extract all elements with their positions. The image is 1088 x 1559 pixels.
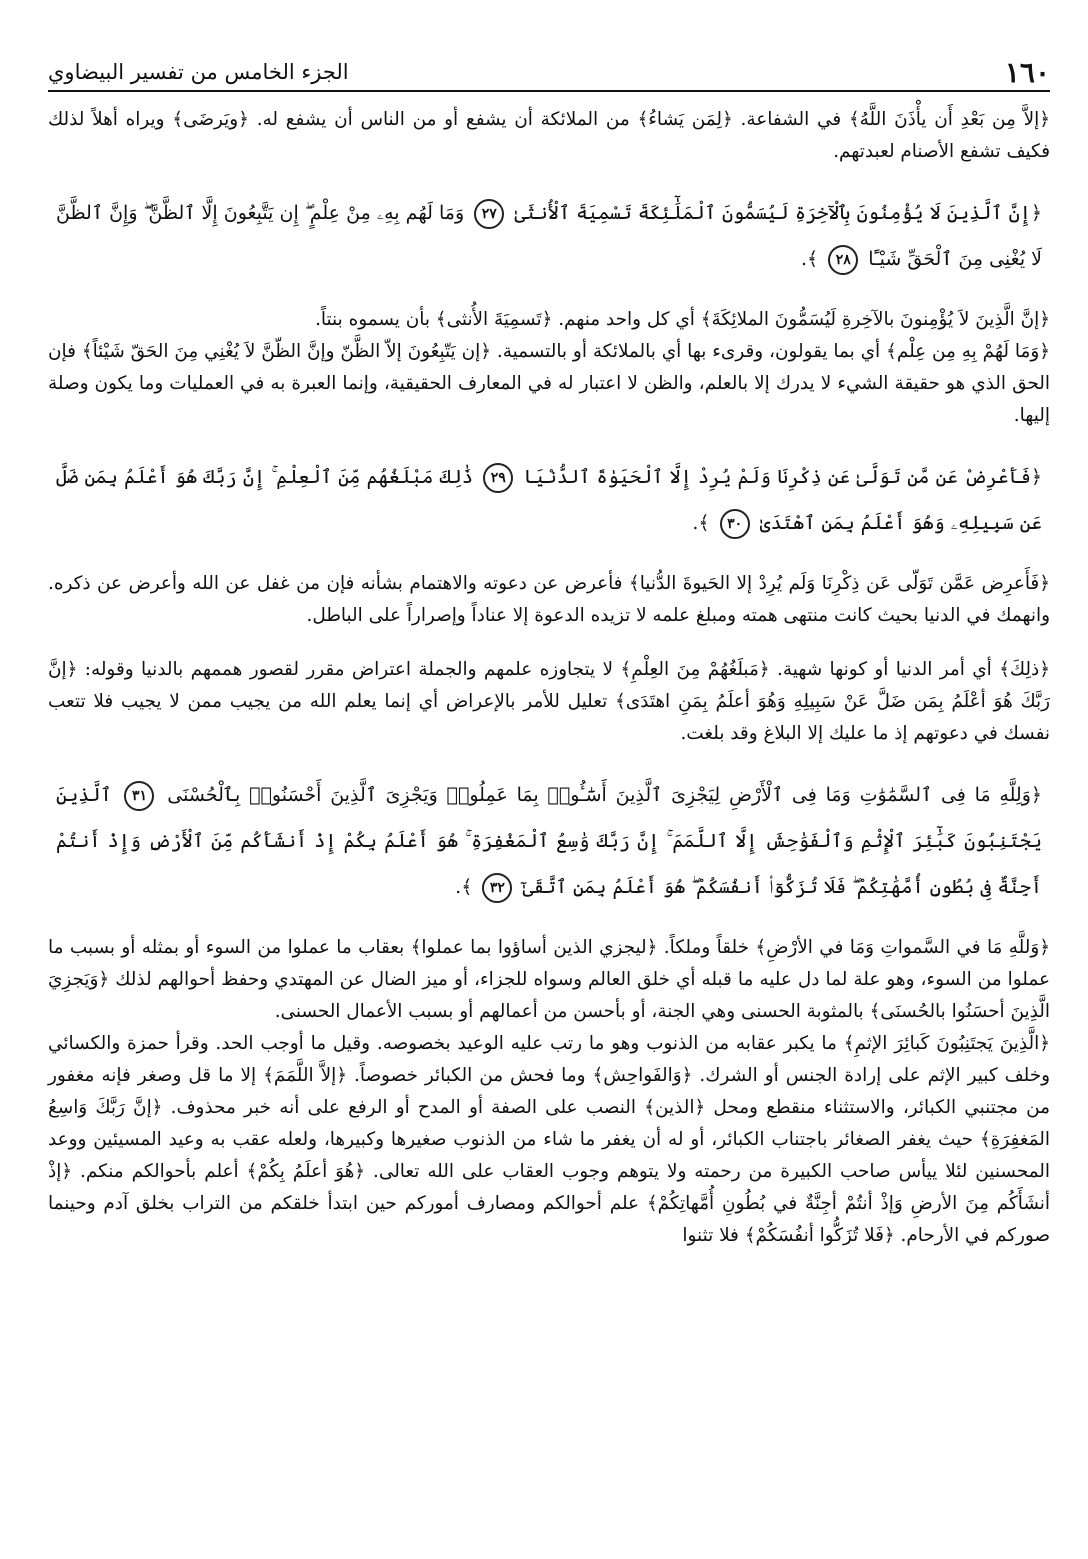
commentary-paragraph: ﴿إلاَّ مِن بَعْدِ أَن يأْذَنَ اللَّهُ﴾ في الشفاعة. ﴿لِمَن يَشاءُ﴾ من الملائكة أن يشفع أو من الناس أن يشفع له. ﴿ويَرضَى﴾ ويراه أهلاً لذلك فكيف تشفع الأصنام لعبدتهم. xyxy=(48,109,1050,162)
verse-number-badge: ٢٧ xyxy=(474,199,504,229)
page-number: ١٦٠ xyxy=(1004,56,1050,89)
verse-end-bracket: ﴾. xyxy=(692,512,710,534)
verse-text: ٱلَّذِينَ يَجْتَنِبُونَ كَبَٰٓئِرَ ٱلْإِثْمِ وَٱلْفَوَٰحِشَ إِلَّا ٱللَّمَمَ ۚ إِنَّ رَبَّكَ وَٰسِعُ ٱلْمَغْفِرَةِ ۚ هُوَ أَعْلَمُ بِكُمْ إِذْ أَنشَأَكُم مِّنَ ٱلْأَرْضِ وَإِذْ أَنتُمْ أَجِنَّةٌ فِى بُطُونِ أُمَّهَٰتِكُمْ ۖ فَلَا تُزَكُّوٓا۟ أَنفُسَكُمْ ۖ هُوَ أَعْلَمُ بِمَنِ ٱتَّقَىٰٓ xyxy=(56,784,1042,898)
verse-number-badge: ٣٠ xyxy=(720,509,750,539)
verse-number-badge: ٣٢ xyxy=(482,873,512,903)
page-header xyxy=(48,50,1050,92)
verse-end-bracket: ﴾. xyxy=(801,248,819,270)
verse-text: وَمَا لَهُم بِهِۦ مِنْ عِلْمٍ ۖ إِن يَتَّبِعُونَ إِلَّا ٱلظَّنَّ ۖ وَإِنَّ ٱلظَّنَّ لَا يُغْنِى مِنَ ٱلْحَقِّ شَيْـًٔا xyxy=(56,202,1042,270)
verse-text: ذَٰلِكَ مَبْلَغُهُم مِّنَ ٱلْعِلْمِ ۚ إِنَّ رَبَّكَ هُوَ أَعْلَمُ بِمَن ضَلَّ عَن سَبِيلِهِۦ وَهُوَ أَعْلَمُ بِمَنِ ٱهْتَدَىٰ xyxy=(56,466,1042,534)
commentary-paragraph: ﴿وَمَا لَهُمْ بِهِ مِن عِلْم﴾ أي بما يقولون، وقرىء بها أي بالملائكة أو بالتسمية. ﴿إن يَتّبِعُونَ إلاّ الظَّنّ وإنَّ الظّنَّ لاَ يُغْنِي مِنَ الحَقّ شَيْئاً﴾ فإن الحق الذي هو حقيقة الشيء لا يدرك إلا بالعلم، والظن لا اعتبار له في المعارف الحقيقية، وإنما العبرة به في العمليات وما يكون وصلة إليها. xyxy=(48,341,1050,426)
commentary-paragraph: ﴿وَللَّهِ مَا في السَّمواتِ وَمَا في الأرْضِ﴾ خلقاً وملكاً. ﴿ليجزي الذين أساؤوا بما عملوا﴾ بعقاب ما عملوا من السوء أو بمثله أو بسبب ما عملوا من السوء، وهو علة لما دل عليه ما قبله أي خلق العالم وسواه للجزاء، أو ميز الضال عن المهتدي وحفظ أحوالهم لذلك ﴿وَيَجزِيَ الَّذِينَ أحسَنُوا بالحُسنَى﴾ بالمثوبة الحسنى وهي الجنة، أو بأحسن من أعمالهم أو بسبب الأعمال الحسنى. xyxy=(48,937,1050,1022)
commentary-paragraph: ﴿ذلِكَ﴾ أي أمر الدنيا أو كونها شهية. ﴿مَبلَغُهُمْ مِنَ العِلْمِ﴾ لا يتجاوزه علمهم والجملة اعتراض مقرر لقصور هممهم بالدنيا وقوله: ﴿إنَّ رَبَّكَ هُوَ أعْلَمُ بِمَن ضَلَّ عَنْ سَبِيلِهِ وَهُوَ أعلَمُ بِمَنِ اهتَدَى﴾ تعليل للأمر بالإعراض أي إنما يعلم الله من يجيب ممن لا يجيب فلا تتعب نفسك في دعوتهم إذ ما عليك إلا البلاغ وقد بلغت. xyxy=(48,659,1050,744)
commentary-paragraph: ﴿فَأَعرِض عَمَّن تَوَلّى عَن ذِكْرِنَا وَلَم يُرِدْ إلا الحَيوةَ الدُّنيا﴾ فأعرض عن دعوته والاهتمام بشأنه فإن من غفل عن الله وأعرض عن ذكره. وانهمك في الدنيا بحيث كانت منتهى همته ومبلغ علمه لا تزيده الدعوة إلا عناداً وإصراراً على الباطل. xyxy=(48,573,1050,626)
document-page xyxy=(48,50,1050,1252)
quran-verse-block xyxy=(48,454,1050,546)
verse-number-badge: ٢٩ xyxy=(483,463,513,493)
quran-verse-block xyxy=(48,772,1050,910)
verse-text: ﴿وَلِلَّهِ مَا فِى ٱلسَّمَٰوَٰتِ وَمَا فِى ٱلْأَرْضِ لِيَجْزِىَ ٱلَّذِينَ أَسَٰٓـُٔوا۟ بِمَا عَمِلُوا۟ وَيَجْزِىَ ٱلَّذِينَ أَحْسَنُوا۟ بِٱلْحُسْنَى xyxy=(167,784,1042,806)
verse-number-badge: ٢٨ xyxy=(828,245,858,275)
verse-end-bracket: ﴾. xyxy=(455,876,473,898)
commentary-paragraph: ﴿إنَّ الَّذِينَ لاَ يُؤْمِنونَ بالآخِرةِ لَيُسَمُّونَ الملائِكَةَ﴾ أي كل واحد منهم. ﴿تَسمِيَةَ الأُنثى﴾ بأن يسموه بنتاً. xyxy=(315,309,1050,330)
running-title: الجزء الخامس من تفسير البيضاوي xyxy=(48,60,349,84)
quran-verse-block xyxy=(48,190,1050,282)
commentary-paragraph: ﴿الَّذِينَ يَجتَنِبُونَ كَبائِرَ الإثمِ﴾ ما يكبر عقابه من الذنوب وهو ما رتب عليه الوعيد بخصوصه. وقيل ما أوجب الحد. وقرأ حمزة والكسائي وخلف كبير الإثم على إرادة الجنس أو الشرك. ﴿وَالفَواحِش﴾ وما فحش من الكبائر خصوصاً. ﴿إلاَّ اللَّمَمَ﴾ إلا ما قل وصغر فإنه مغفور من مجتنبي الكبائر، والاستثناء منقطع ومحل ﴿الذين﴾ النصب على الصفة أو المدح أو الرفع على أنه خبر محذوف. ﴿إنَّ رَبَّكَ وَاسِعُ المَغفِرَةِ﴾ حيث يغفر الصغائر باجتناب الكبائر، أو له أن يغفر ما شاء من الذنوب صغيرها وكبيرها، ولعله عقب به وعيد المسيئين ووعد المحسنين لئلا ييأس صاحب الكبيرة من رحمته ولا يتوهم وجوب العقاب على الله تعالى. ﴿هُوَ أعلَمُ بِكُمْ﴾ أعلم بأحوالكم منكم. ﴿إذْ أنشَأَكُم مِنَ الأرضِ وَإذْ أنتُمْ أجِنَّةٌ في بُطُونِ أُمَّهاتِكُمْ﴾ علم أحوالكم ومصارف أموركم حين ابتدأ خلقكم من التراب بخلق آدم وحينما صوركم في الأرحام. ﴿فَلا تُزَكُّوا أنفُسَكُمْ﴾ فلا تثنوا xyxy=(48,1033,1050,1246)
verse-text: ﴿إِنَّ ٱلَّذِينَ لَا يُؤْمِنُونَ بِٱلْآخِرَةِ لَيُسَمُّونَ ٱلْمَلَٰٓئِكَةَ تَسْمِيَةَ ٱلْأُنثَىٰ xyxy=(514,202,1042,224)
verse-text: ﴿فَأَعْرِضْ عَن مَّن تَوَلَّىٰ عَن ذِكْرِنَا وَلَمْ يُرِدْ إِلَّا ٱلْحَيَوٰةَ ٱلدُّنْيَا xyxy=(523,466,1043,488)
verse-number-badge: ٣١ xyxy=(124,781,154,811)
